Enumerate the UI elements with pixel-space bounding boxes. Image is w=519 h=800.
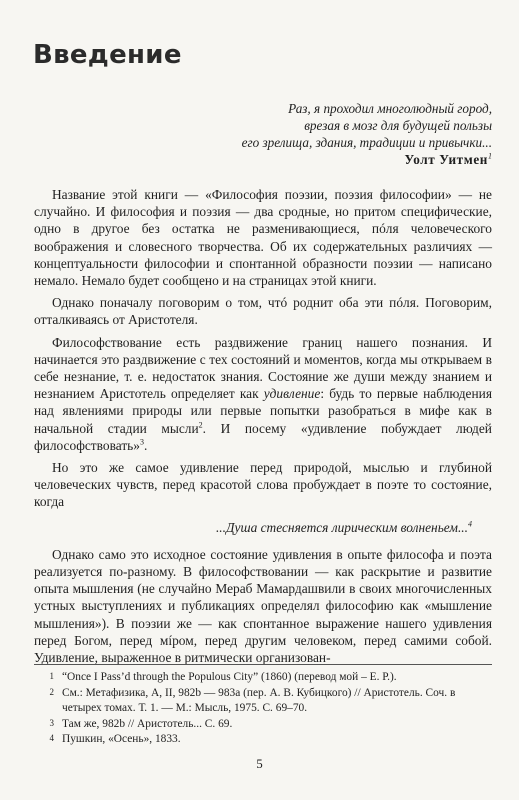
- text-run: .: [144, 437, 148, 453]
- footnote-number: 3: [49, 717, 54, 728]
- body-text: [34, 186, 492, 671]
- text-run: Философствование есть раздвижение границ нашего познания. И начинается это раздвижение с тех состояний и моментов, когда мы открываем в себе незнание, т. е. недостаток знания. Состояние же души между знанием и незнанием Аристотель определяет как: [34, 334, 492, 402]
- footnote-text: Там же, 982b // Аристотель... С. 69.: [62, 717, 233, 730]
- footnote-text: Пушкин, «Осень», 1833.: [62, 733, 181, 745]
- epigraph-author: Уолт Уитмен: [404, 152, 488, 167]
- quote-text: ...Душа стесняется лирическим волненьем...: [215, 519, 468, 535]
- footnote-ref: 4: [468, 519, 472, 529]
- footnote-text: См.: Метафизика, А, II, 982b — 983a (пер. А. В. Кубицкого) // Аристотель. Соч. в четырех томах. Т. 1. — М.: Мысль, 1975. С. 69–70.: [62, 686, 456, 714]
- paragraph: Но это же самое удивление перед природой, мыслью и глубиной человеческих чувств, перед красотой слова пробуждает в поэте то состояние, когда: [34, 460, 492, 510]
- chapter-heading: Введение: [33, 40, 182, 70]
- footnote-ref: 2: [198, 420, 203, 430]
- paragraph: [34, 334, 492, 454]
- poetry-quote: [34, 519, 492, 536]
- footnote-ref: 1: [488, 151, 492, 161]
- paragraph: Однако поначалу поговорим о том, чтó роднит оба эти пóля. Поговорим, отталкиваясь от Аристотеля.: [34, 295, 492, 328]
- page-number: 5: [256, 756, 263, 771]
- footnote-number: 4: [49, 733, 54, 743]
- text-run: : будь то первые наблюдения над явлениями природы или первые попытки разобраться в мифе как в начальной стадии мысли: [34, 386, 492, 436]
- epigraph-attribution: [112, 151, 492, 168]
- footnote: [34, 717, 492, 733]
- paragraph: Название этой книги — «Философия поэзии, поэзия философии» — не случайно. И философия и поэзия — два сродные, но притом специфические, одно в другое без остатка не разменивающиеся, пóля человеческого воображения и словесного творчества. Об их содержательных различиях — концептуальности философии и спонтанной образности поэзии — написано немало. Немало будет сообщено и на страницах этой книги.: [34, 187, 492, 289]
- epigraph-line: Раз, я проходил многолюдный город,: [288, 101, 492, 116]
- footnote-number: 1: [49, 671, 54, 681]
- footnote: [34, 686, 492, 717]
- epigraph: [112, 100, 492, 168]
- emphasis: удивление: [263, 386, 321, 402]
- epigraph-line: его зрелища, здания, традиции и привычки...: [241, 135, 492, 150]
- footnote-text: “Once I Pass’d through the Populous City” (1860) (перевод мой – Е. Р.).: [62, 671, 397, 683]
- footnote: [34, 670, 492, 686]
- footnote-number: 2: [49, 686, 54, 697]
- footnote: [34, 732, 492, 748]
- epigraph-line: врезая в мозг для будущей пользы: [304, 118, 492, 133]
- footnotes: [34, 664, 492, 748]
- text-run: . И посему «удивление побуждает людей философствовать»: [34, 420, 492, 453]
- footnote-ref: 3: [140, 437, 144, 447]
- paragraph: Однако само это исходное состояние удивления в опыте философа и поэта реализуется по-разному. В философствовании — как раскрытие и развитие опыта мышления (не случайно Мераб Мамардашвили в своих многочисленных устных выступлениях и публикациях определял философию как «мышление мышления»). В поэзии же — как спонтанное выражение нашего удивления перед Богом, перед мíром, перед другим человеком, перед самими собой. Удивление, выраженное в ритмически организован-: [34, 546, 492, 666]
